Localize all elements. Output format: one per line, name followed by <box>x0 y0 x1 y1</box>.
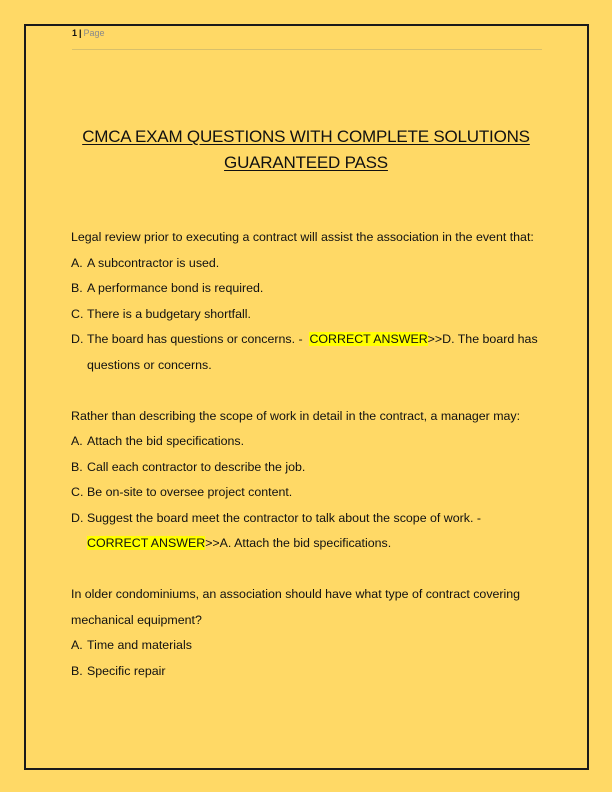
page-number: 1 <box>72 28 78 38</box>
spacer <box>71 557 551 583</box>
option-2a <box>71 429 551 455</box>
option-letter: B. <box>71 281 83 295</box>
answer-text: >>A. Attach the bid specifications. <box>205 536 392 550</box>
option-letter: A. <box>71 434 83 448</box>
option-letter: A. <box>71 638 83 652</box>
answer-text: >>D. The board has questions or concerns. <box>87 332 538 372</box>
option-letter: C. <box>71 485 84 499</box>
option-2b <box>71 455 551 481</box>
title-line-2: GUARANTEED PASS <box>224 153 388 172</box>
option-letter: C. <box>71 306 84 321</box>
option-text: Suggest the board meet the contractor to talk about the scope of work. - <box>87 510 481 525</box>
option-text: A subcontractor is used. <box>87 255 220 270</box>
page-label: Page <box>83 28 105 38</box>
page-header <box>72 27 542 50</box>
question-text-1: Legal review prior to executing a contract will assist the association in the event that: <box>71 230 534 244</box>
option-letter: B. <box>71 663 83 678</box>
spacer <box>71 378 551 404</box>
option-letter: B. <box>71 459 83 474</box>
option-text: There is a budgetary shortfall. <box>87 306 251 321</box>
question-block-3 <box>71 582 551 684</box>
option-2d <box>71 506 551 557</box>
option-3a <box>71 633 551 659</box>
option-1b <box>71 276 551 302</box>
question-block-2 <box>71 404 551 557</box>
option-text: Time and materials <box>87 638 192 652</box>
document-body <box>71 225 551 684</box>
question-text-2: Rather than describing the scope of work in detail in the contract, a manager may: <box>71 408 521 423</box>
option-letter: D. <box>71 332 84 346</box>
question-text-3: In older condominiums, an association should have what type of contract covering mechanical equipment? <box>71 587 521 627</box>
option-text: Call each contractor to describe the job. <box>87 459 306 474</box>
option-letter: D. <box>71 510 84 525</box>
header-separator: | <box>79 28 82 38</box>
correct-answer-highlight: CORRECT ANSWER <box>309 332 428 346</box>
option-1d <box>71 327 551 378</box>
option-1a <box>71 251 551 277</box>
option-text: A performance bond is required. <box>87 281 264 295</box>
document-title <box>60 124 552 176</box>
option-3b <box>71 659 551 685</box>
option-1c <box>71 302 551 328</box>
option-2c <box>71 480 551 506</box>
option-text: Specific repair <box>87 663 166 678</box>
question-block-1 <box>71 225 551 378</box>
option-letter: A. <box>71 255 83 270</box>
option-text: Be on-site to oversee project content. <box>87 485 293 499</box>
title-line-1: CMCA EXAM QUESTIONS WITH COMPLETE SOLUTIONS <box>82 127 530 146</box>
option-with-answer <box>87 327 551 378</box>
option-text: The board has questions or concerns. - <box>87 332 303 346</box>
option-with-answer <box>87 506 551 557</box>
correct-answer-highlight: CORRECT ANSWER <box>87 536 206 550</box>
option-text: Attach the bid specifications. <box>87 434 245 448</box>
